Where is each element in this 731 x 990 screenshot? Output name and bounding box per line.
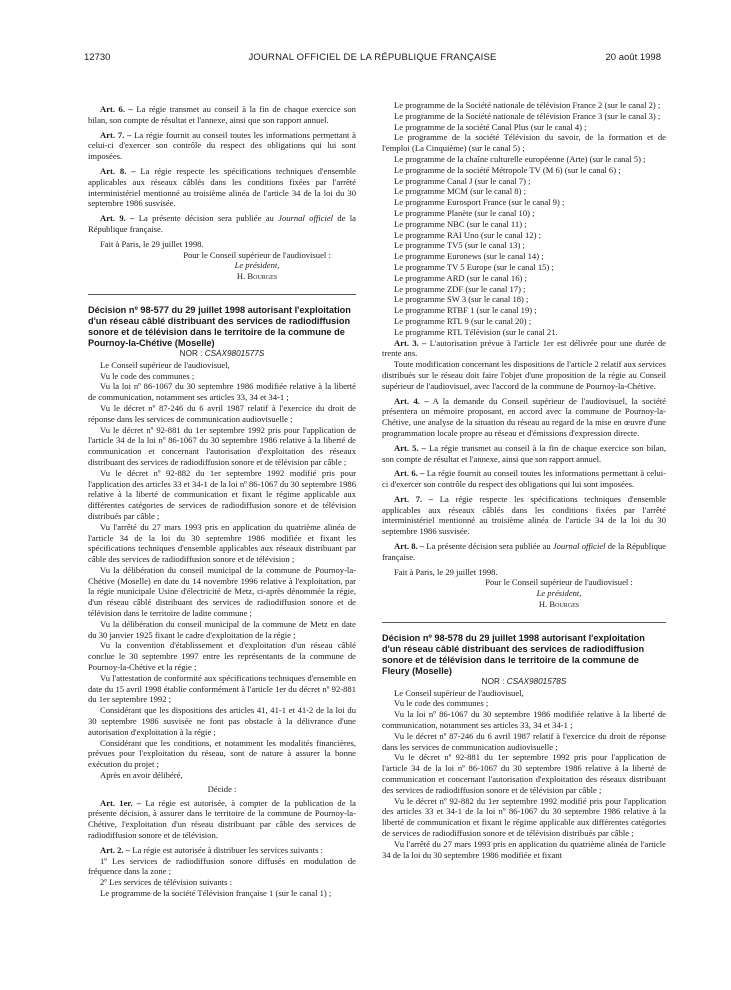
preamble-line: Le Conseil supérieur de l'audiovisuel, — [100, 359, 230, 370]
programme-item: Le programme RTBF 1 (sur le canal 19) ; — [394, 305, 537, 316]
programme-item: Le programme TV5 (sur le canal 13) ; — [394, 240, 525, 251]
programme-item: Le programme de la société Télévision du savoir, de la formation et de l'emploi (La Cinquième) (sur le canal 5) ; — [382, 132, 666, 154]
nor-reference: NOR : CSAX9801578S — [481, 676, 567, 686]
recital: Vu l'arrêté du 27 mars 1993 pris en application du quatrième alinéa de l'article 34 de la loi du 30 septembre 1986 modifiée et fixant les spécifications techniques d'ensemble applicables aux réseaux distribuant par câble des services de radiodiffusion sonore et de télévision ; — [88, 521, 356, 565]
programme-item: Le programme SW 3 (sur le canal 18) ; — [394, 294, 529, 305]
recital: Vu l'attestation de conformité aux spécifications techniques d'ensemble en date du 15 avril 1998 établie conformément à l'article 1er du décret nº 92-881 du 1er septembre 1992 ; — [88, 672, 356, 705]
left-top-articles — [88, 104, 356, 209]
article-8: Art. 8. – La régie respecte les spécifications techniques d'ensemble applicables aux réseaux câblés dans les conditions fixées par l'arrêté interministériel mentionné au troisième alinéa de l'article 34 de la loi du 30 septembre 1986 susvisée. — [88, 165, 356, 209]
programme-item: Le programme RTL Télévision (sur le canal 21. — [394, 326, 558, 337]
recital: Vu la loi nº 86-1067 du 30 septembre 1986 modifiée relative à la liberté de communication, notamment ses articles 33, 34 et 34-1 ; — [88, 381, 356, 403]
decide-heading: Décide : — [207, 783, 237, 794]
article-3-paragraph: Toute modification concernant les dispositions de l'article 2 relatif aux services distribués sur le réseau doit faire l'objet d'une proposition de la régie au Conseil supérieur de l'audiovisuel, avec l'accord de la commune de Pournoy-la-Chétive. — [382, 359, 666, 391]
programme-item: Le programme de la société Canal Plus (sur le canal 4) ; — [394, 121, 587, 132]
programme-item: Le programme ZDF (sur le canal 17) ; — [394, 283, 526, 294]
page-number: 12730 — [84, 52, 111, 63]
programme-list — [382, 100, 666, 338]
programme-item: Le programme de la Société nationale de télévision France 2 (sur le canal 2) ; — [394, 100, 661, 110]
page-header — [84, 52, 661, 66]
recital: Considérant que les conditions, et notamment les modalités financières, prévues pour l'exploitation du réseau, sont de nature à assurer la bonne exécution du projet ; — [88, 737, 356, 770]
right-articles — [382, 396, 666, 538]
recital: Vu le décret nº 92-881 du 1er septembre 1992 pris pour l'application de l'article 34 de la loi nº 86-1067 du 30 septembre 1986 relative à la liberté de communication et concernant l'autorisation d'exploitation des réseaux distribuant des services de radiodiffusion sonore et de télévision par câble ; — [88, 424, 356, 467]
signed-role: Le président, — [536, 588, 582, 599]
service-item: Le programme de la société Télévision française 1 (sur le canal 1) ; — [100, 888, 332, 898]
section-divider — [88, 294, 356, 295]
recital: Vu le code des communes ; — [100, 370, 195, 381]
decision-title: Décision nº 98-577 du 29 juillet 1998 autorisant l'exploitation d'un réseau câblé distribuant des services de radiodiffusion sonore et de télévision dans le territoire de la commune de Pournoy-la-Chétive (Moselle) — [88, 304, 351, 348]
article-7: Art. 7. – La régie fournit au conseil toutes les informations permettant à celui-ci d'exercer son contrôle du respect des obligations qui lui sont imposées. — [88, 129, 356, 162]
right-column — [382, 100, 666, 860]
section-divider — [382, 622, 666, 623]
recital: Vu la convention d'établissement et d'exploitation d'un réseau câblé conclue le 30 septembre 1997 entre les représentants de la commune de Pournoy-la-Chétive et la régie ; — [88, 640, 356, 673]
left-column — [88, 100, 356, 899]
recital: Considérant que les dispositions des articles 41, 41-1 et 41-2 de la loi du 30 septembre 1986 susvisée ne font pas obstacle à la délivrance d'une autorisation d'exploitation à la régie ; — [88, 705, 356, 737]
service-item: 1º Les services de radiodiffusion sonore diffusés en modulation de fréquence dans la zone ; — [88, 855, 356, 877]
article-9: Art. 9. – La présente décision sera publiée au Journal officiel de la République française. — [88, 213, 356, 234]
programme-item: Le programme RTL 9 (sur le canal 20) ; — [394, 315, 532, 326]
recital: Vu le code des communes ; — [394, 698, 489, 709]
signed-place: Fait à Paris, le 29 juillet 1998. — [394, 566, 498, 577]
article-3: Art. 3. – L'autorisation prévue à l'article 1er est délivrée pour une durée de trente ans. — [382, 337, 666, 359]
recital: Vu l'arrêté du 27 mars 1993 pris en application du quatrième alinéa de l'article 34 de la loi du 30 septembre 1986 modifiée et fixant — [382, 838, 666, 860]
recital: Vu la loi nº 86-1067 du 30 septembre 1986 modifiée relative à la liberté de communication, notamment ses articles 33, 34 et 34-1 ; — [382, 709, 666, 731]
programme-item: Le programme TV 5 Europe (sur le canal 15) ; — [394, 261, 554, 272]
article-1: Art. 1er. – La régie est autorisée, à compter de la publication de la présente décision, à assurer dans le territoire de la commune de Pournoy-la-Chétive, l'exploitation d'un réseau distribuant par câble des services de radiodiffusion sonore et de télévision. — [88, 797, 356, 841]
left-decision-body — [88, 360, 356, 781]
issue-date: 20 août 1998 — [605, 52, 661, 63]
programme-item: Le programme ARD (sur le canal 16) ; — [394, 272, 527, 283]
signed-name: H. Bourges — [538, 599, 580, 610]
programme-item: Le programme de la société Métropole TV (M 6) (sur le canal 6) ; — [394, 164, 621, 175]
article-4: Art. 4. – A la demande du Conseil supérieur de l'audiovisuel, la société présentera un mémoire proposant, en accord avec la commune de Pournoy-la-Chétive, une analyse de la situation du réseau au regard de la mise en œuvre d'une programmation locale propre au réseau et d'émissions d'expression directe. — [382, 395, 667, 438]
programme-item: Le programme Canal J (sur le canal 7) ; — [394, 175, 531, 186]
programme-item: Le programme Eurosport France (sur le canal 9) ; — [394, 197, 565, 208]
recital: Vu le décret nº 92-881 du 1er septembre 1992 pris pour l'application de l'article 34 de la loi nº 86-1067 du 30 septembre 1986 relative à la liberté de communication et concernant l'autorisation d'exploitation des réseaux distribuant des services de radiodiffusion sonore et de télévision par câble ; — [382, 752, 666, 795]
programme-item: Le programme Euronews (sur le canal 14) ; — [394, 251, 544, 262]
recital: Vu la délibération du conseil municipal de la commune de Pournoy-la-Chétive (Moselle) en date du 14 novembre 1996 relative à l'exploitation, par la régie municipale Usine d'électricité de Metz, ci-après dénommée la régie, d'un réseau câblé distribuant des services de radiodiffusion sonore et de télévision dans le territoire de ladite commune ; — [88, 564, 356, 619]
programme-item: Le programme Planète (sur le canal 10) ; — [394, 207, 535, 218]
journal-title: JOURNAL OFFICIEL DE LA RÉPUBLIQUE FRANÇAISE — [248, 52, 497, 63]
signed-place: Fait à Paris, le 29 juillet 1998. — [100, 238, 204, 249]
signed-for: Pour le Conseil supérieur de l'audiovisuel : — [183, 249, 331, 260]
recital: Vu le décret nº 87-246 du 6 avril 1987 relatif à l'exercice du droit de réponse dans les services de communication audiovisuelle ; — [88, 402, 356, 424]
signed-name: H. Bourges — [236, 271, 278, 282]
programme-item: Le programme NBC (sur le canal 11) ; — [394, 218, 527, 229]
article-8: Art. 8. – La présente décision sera publiée au Journal officiel de la République française. — [382, 541, 666, 562]
signed-role: Le président, — [234, 260, 280, 271]
article-7: Art. 7. – La régie respecte les spécifications techniques d'ensemble applicables aux réseaux câblés dans les conditions fixées par l'arrêté interministériel mentionné au troisième alinéa de l'article 34 de la loi du 30 septembre 1986 susvisée. — [382, 493, 666, 537]
programme-item: Le programme RAI Uno (sur le canal 12) ; — [394, 229, 542, 240]
article-6: Art. 6. – La régie fournit au conseil toutes les informations permettant à celui-ci d'exercer son contrôle du respect des obligations qui lui sont imposées. — [382, 468, 667, 490]
article-5: Art. 5. – La régie transmet au conseil à la fin de chaque exercice son bilan, son compte de résultat et l'annexe, ainsi que son rapport annuel. — [382, 442, 667, 464]
programme-item: Le programme MCM (sur le canal 8) ; — [394, 186, 526, 197]
programme-item: Le programme de la chaîne culturelle européenne (Arte) (sur le canal 5) ; — [394, 153, 646, 164]
nor-reference: NOR : CSAX9801577S — [179, 348, 265, 358]
recital: Vu le décret nº 87-246 du 6 avril 1987 relatif à l'exercice du droit de réponse dans les services de communication audiovisuelle ; — [382, 730, 666, 752]
article-2: Art. 2. – La régie est autorisée à distribuer les services suivants : — [100, 844, 323, 855]
service-item: 2º Les services de télévision suivants : — [100, 877, 233, 888]
preamble-line: Le Conseil supérieur de l'audiovisuel, — [394, 687, 524, 698]
recital: Après en avoir délibéré, — [100, 770, 183, 781]
article-2-items — [88, 856, 356, 899]
programme-item: Le programme de la Société nationale de télévision France 3 (sur le canal 3) ; — [394, 110, 661, 121]
decision-title: Décision nº 98-578 du 29 juillet 1998 autorisant l'exploitation d'un réseau câblé distribuant des services de radiodiffusion sonore et de télévision dans le territoire de la commune de Fleury (Moselle) — [382, 632, 645, 676]
signed-for: Pour le Conseil supérieur de l'audiovisuel : — [485, 577, 633, 588]
article-6: Art. 6. – La régie transmet au conseil à la fin de chaque exercice son bilan, son compte de résultat et l'annexe, ainsi que son rapport annuel. — [88, 104, 356, 125]
recital: Vu le décret nº 92-882 du 1er septembre 1992 modifié pris pour l'application des articles 33 et 34-1 de la loi nº 86-1067 du 30 septembre 1986 relative à la liberté de communication et fixant le régime applicable aux différentes catégories de services de radiodiffusion sonore et de télévision distribués par câble ; — [382, 795, 666, 839]
right-decision-body — [382, 688, 666, 861]
recital: Vu la délibération du conseil municipal de la commune de Metz en date du 30 janvier 1925 fixant le cadre d'exploitation de la régie ; — [88, 618, 356, 640]
recital: Vu le décret nº 92-882 du 1er septembre 1992 modifié pris pour l'application des articles 33 et 34-1 de la loi nº 86-1067 du 30 septembre 1986 relative à la liberté de communication et fixant le régime applicable aux différentes catégories de services de radiodiffusion sonore et de télévision distribués par câble ; — [88, 467, 356, 521]
